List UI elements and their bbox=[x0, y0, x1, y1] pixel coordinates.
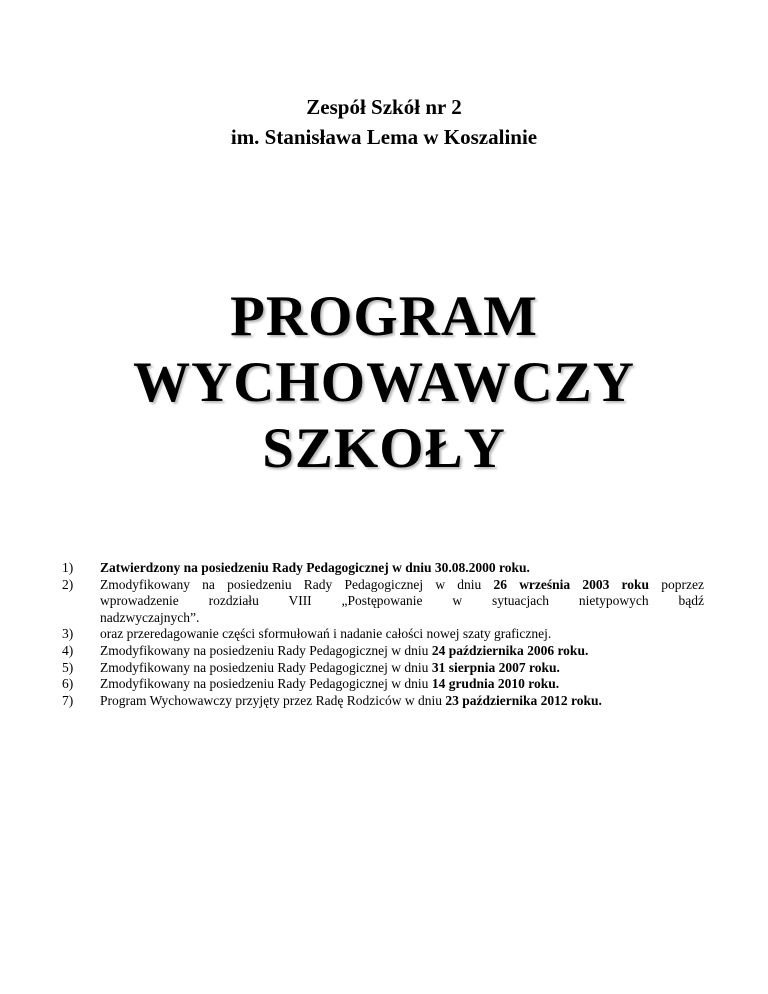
school-patron-city: im. Stanisława Lema w Koszalinie bbox=[230, 125, 538, 149]
title-line-1: PROGRAM bbox=[230, 285, 538, 348]
adoption-text: Program Wychowawczy przyjęty przez Radę Rodziców w dniu bbox=[100, 692, 446, 708]
list-item bbox=[62, 643, 704, 660]
list-item bbox=[62, 660, 704, 677]
document-title bbox=[0, 284, 768, 482]
list-item-number: 5) bbox=[62, 659, 74, 675]
modification-date: 26 września 2003 roku bbox=[493, 576, 650, 592]
adoption-date: 23 października 2012 roku. bbox=[445, 692, 602, 708]
list-item bbox=[62, 676, 704, 693]
list-item-number: 4) bbox=[62, 642, 74, 658]
list-item-number: 7) bbox=[62, 692, 74, 708]
modification-text: Zmodyfikowany na posiedzeniu Rady Pedagogicznej w dniu bbox=[100, 576, 494, 592]
modification-date: 24 października 2006 roku. bbox=[431, 642, 589, 658]
approval-text: Zatwierdzony na posiedzeniu Rady Pedagogicznej w dniu 30.08.2000 roku. bbox=[100, 560, 530, 575]
modification-date: 14 grudnia 2010 roku. bbox=[431, 676, 560, 692]
list-item-line bbox=[100, 577, 704, 594]
list-item-line: wprowadzenie rozdziału VIII „Postępowanie w sytuacjach nietypowych bądź bbox=[100, 593, 704, 609]
modification-text: Zmodyfikowany na posiedzeniu Rady Pedagogicznej w dniu bbox=[100, 659, 432, 675]
title-line-2: WYCHOWAWCZY bbox=[133, 351, 635, 414]
list-item bbox=[62, 626, 704, 643]
list-item-line: nadzwyczajnych”. bbox=[100, 609, 200, 625]
list-item bbox=[62, 693, 704, 710]
list-item-number: 2) bbox=[62, 576, 74, 592]
modification-text-after: poprzez bbox=[649, 576, 704, 592]
school-name: Zespół Szkół nr 2 bbox=[306, 95, 462, 119]
school-header bbox=[0, 92, 768, 152]
list-item bbox=[62, 560, 704, 577]
modification-text: Zmodyfikowany na posiedzeniu Rady Pedagogicznej w dniu bbox=[100, 642, 432, 658]
list-item bbox=[62, 577, 704, 627]
modification-text: Zmodyfikowany na posiedzeniu Rady Pedagogicznej w dniu bbox=[100, 676, 432, 692]
list-item-number: 1) bbox=[62, 560, 74, 575]
title-line-3: SZKOŁY bbox=[262, 417, 506, 480]
modification-date: 31 sierpnia 2007 roku. bbox=[431, 659, 560, 675]
revision-history-list bbox=[62, 560, 704, 709]
list-item-text: oraz przeredagowanie części sformułowań i nadanie całości nowej szaty graficznej. bbox=[100, 626, 552, 642]
list-item-number: 6) bbox=[62, 676, 74, 692]
list-item-number: 3) bbox=[62, 626, 74, 642]
